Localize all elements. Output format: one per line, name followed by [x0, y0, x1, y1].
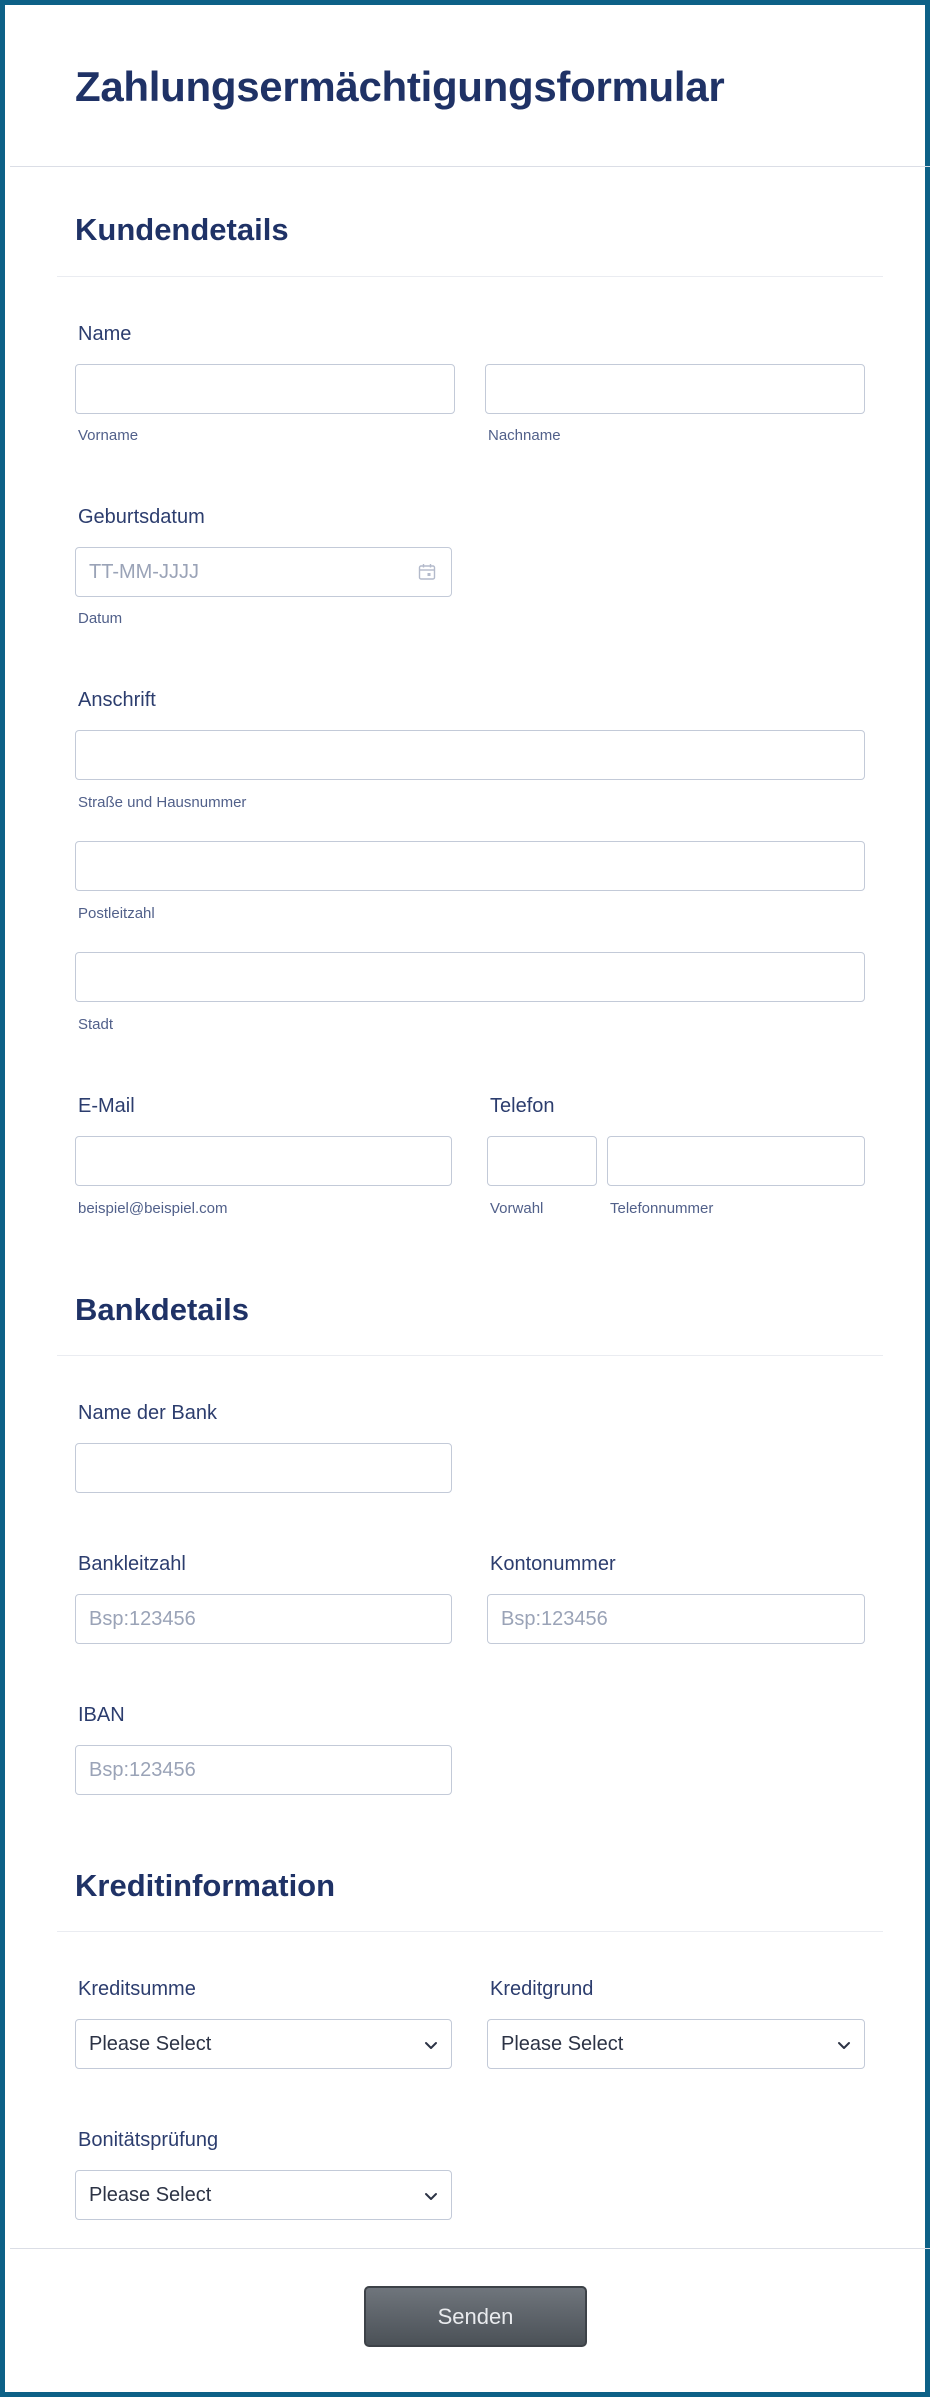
header-divider: [10, 166, 930, 167]
section-heading-credit: Kreditinformation: [75, 1868, 336, 1903]
phone-area-input[interactable]: [487, 1136, 597, 1186]
calendar-icon[interactable]: [417, 562, 437, 582]
bank-name-label: Name der Bank: [78, 1402, 217, 1424]
first-name-input[interactable]: [75, 364, 455, 414]
submit-button[interactable]: Senden: [364, 2286, 587, 2347]
street-sublabel: Straße und Hausnummer: [78, 794, 247, 811]
email-input[interactable]: [75, 1136, 452, 1186]
zip-input[interactable]: [75, 841, 865, 891]
section-divider: [57, 276, 883, 277]
address-label: Anschrift: [78, 689, 156, 711]
form-title: Zahlungsermächtigungsformular: [75, 63, 725, 110]
credit-reason-value: Please Select: [501, 2033, 624, 2055]
last-name-input[interactable]: [485, 364, 865, 414]
birthdate-sublabel: Datum: [78, 610, 123, 627]
city-input[interactable]: [75, 952, 865, 1002]
section-divider: [57, 1931, 883, 1932]
sort-code-input[interactable]: [75, 1594, 452, 1644]
section-heading-bank: Bankdetails: [75, 1292, 250, 1327]
footer-divider: [10, 2248, 930, 2249]
bank-name-input[interactable]: [75, 1443, 452, 1493]
credit-amount-label: Kreditsumme: [78, 1978, 196, 2000]
birthdate-input[interactable]: [75, 547, 452, 597]
last-name-sublabel: Nachname: [488, 427, 561, 444]
account-number-label: Kontonummer: [490, 1553, 616, 1575]
phone-area-sublabel: Vorwahl: [490, 1200, 544, 1217]
city-sublabel: Stadt: [78, 1016, 114, 1033]
section-divider: [57, 1355, 883, 1356]
account-number-input[interactable]: [487, 1594, 865, 1644]
phone-number-input[interactable]: [607, 1136, 865, 1186]
credit-check-label: Bonitätsprüfung: [78, 2129, 219, 2151]
zip-sublabel: Postleitzahl: [78, 905, 155, 922]
chevron-down-icon: [423, 2037, 439, 2053]
sort-code-label: Bankleitzahl: [78, 1553, 186, 1575]
credit-amount-value: Please Select: [89, 2033, 212, 2055]
email-sublabel: beispiel@beispiel.com: [78, 1200, 228, 1217]
email-label: E-Mail: [78, 1095, 135, 1117]
credit-check-select[interactable]: [75, 2170, 452, 2220]
name-label: Name: [78, 323, 132, 345]
credit-check-value: Please Select: [89, 2184, 212, 2206]
credit-reason-select[interactable]: [487, 2019, 865, 2069]
sort-code-placeholder: Bsp:123456: [89, 1608, 196, 1630]
section-heading-customer: Kundendetails: [75, 212, 289, 247]
credit-amount-select[interactable]: [75, 2019, 452, 2069]
chevron-down-icon: [836, 2037, 852, 2053]
iban-placeholder: Bsp:123456: [89, 1759, 196, 1781]
chevron-down-icon: [423, 2188, 439, 2204]
first-name-sublabel: Vorname: [78, 427, 139, 444]
phone-label: Telefon: [490, 1095, 555, 1117]
phone-number-sublabel: Telefonnummer: [610, 1200, 714, 1217]
birthdate-placeholder: TT-MM-JJJJ: [89, 561, 199, 583]
birthdate-label: Geburtsdatum: [78, 506, 205, 528]
credit-reason-label: Kreditgrund: [490, 1978, 594, 2000]
account-number-placeholder: Bsp:123456: [501, 1608, 608, 1630]
street-input[interactable]: [75, 730, 865, 780]
iban-label: IBAN: [78, 1704, 125, 1726]
iban-input[interactable]: [75, 1745, 452, 1795]
